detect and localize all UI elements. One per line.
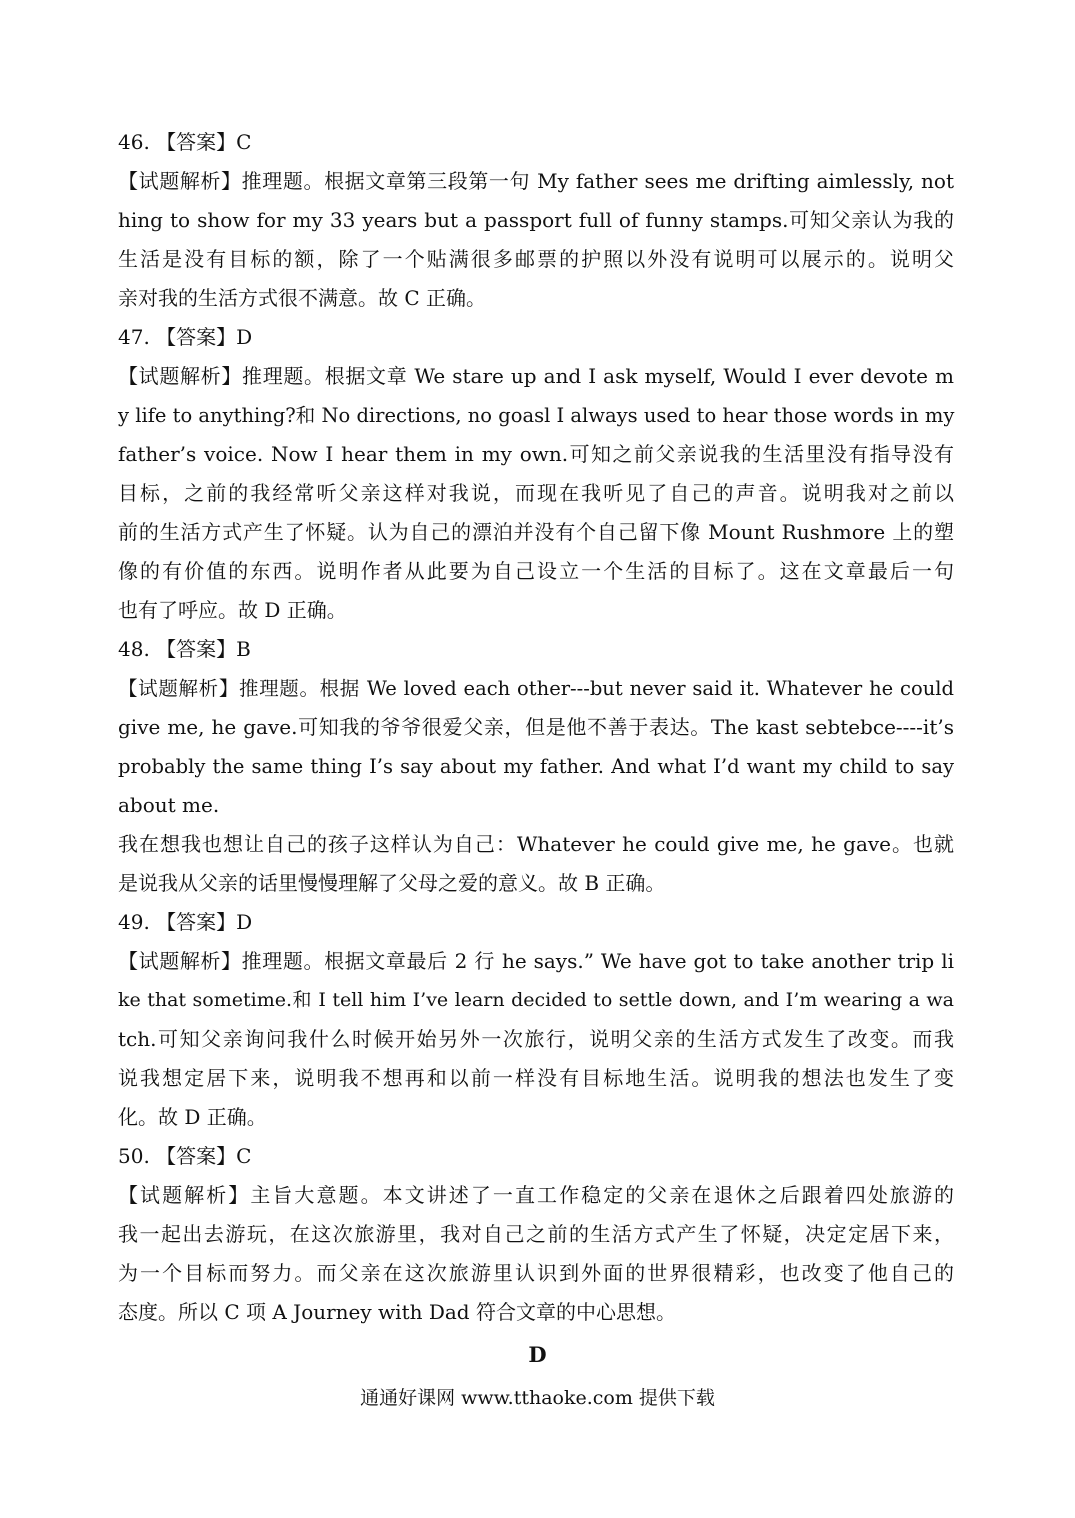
answer-line: 48. 【答案】B <box>118 637 251 661</box>
item-50 <box>118 1137 954 1332</box>
item-49 <box>118 903 954 1137</box>
explanation-line: 我在想我也想让自己的孩子这样认为自己：Whatever he could give me, he gave。也就 <box>118 832 954 856</box>
page-footer: 通通好课网 www.tthaoke.com 提供下载 <box>360 1387 715 1409</box>
explanation-line: 【试题解析】推理题。根据文章最后 2 行 he says.” We have got to take another trip li <box>118 949 954 973</box>
explanation-line: 目标，之前的我经常听父亲这样对我说，而现在我听见了自己的声音。说明我对之前以 <box>118 481 954 505</box>
answer-line: 46. 【答案】C <box>118 130 252 154</box>
explanation-line: 化。故 D 正确。 <box>118 1105 267 1129</box>
explanation-line: 亲对我的生活方式很不满意。故 C 正确。 <box>118 286 487 310</box>
explanation-line: 是说我从父亲的话里慢慢理解了父母之爱的意义。故 B 正确。 <box>118 871 666 895</box>
explanation-line: about me. <box>118 793 220 817</box>
explanation-line: 像的有价值的东西。说明作者从此要为自己设立一个生活的目标了。这在文章最后一句 <box>118 559 954 583</box>
item-46 <box>118 123 954 318</box>
explanation-line: ke that sometime.和 I tell him I’ve learn decided to settle down, and I’m wearing a wa <box>118 989 954 1011</box>
item-48 <box>118 630 954 903</box>
explanation-line: y life to anything?和 No directions, no goasl I always used to hear those words in my <box>118 404 955 427</box>
explanation-line: 我一起出去游玩，在这次旅游里，我对自己之前的生活方式产生了怀疑，决定定居下来， <box>118 1222 954 1246</box>
explanation-line: 【试题解析】主旨大意题。本文讲述了一直工作稳定的父亲在退休之后跟着四处旅游的 <box>118 1183 954 1207</box>
answer-line: 49. 【答案】D <box>118 910 253 934</box>
explanation-line: 为一个目标而努力。而父亲在这次旅游里认识到外面的世界很精彩，也改变了他自己的 <box>118 1261 954 1285</box>
explanation-line: probably the same thing I’s say about my father. And what I’d want my child to say <box>118 755 954 778</box>
explanation-line: give me, he gave.可知我的爷爷很爱父亲，但是他不善于表达。The kast sebtebce----it’s <box>118 715 954 739</box>
explanation-line: 前的生活方式产生了怀疑。认为自己的漂泊并没有个自己留下像 Mount Rushmore 上的塑 <box>118 520 954 544</box>
explanation-line: tch.可知父亲询问我什么时候开始另外一次旅行，说明父亲的生活方式发生了改变。而我 <box>118 1027 954 1051</box>
explanation-line: hing to show for my 33 years but a passport full of funny stamps.可知父亲认为我的 <box>118 208 954 232</box>
explanation-line: 生活是没有目标的额，除了一个贴满很多邮票的护照以外没有说明可以展示的。说明父 <box>118 247 954 271</box>
explanation-line: father’s voice. Now I hear them in my own.可知之前父亲说我的生活里没有指导没有 <box>118 442 954 466</box>
explanation-line: 态度。所以 C 项 A Journey with Dad 符合文章的中心思想。 <box>118 1300 676 1324</box>
explanation-line: 说我想定居下来，说明我不想再和以前一样没有目标地生活。说明我的想法也发生了变 <box>118 1066 954 1090</box>
explanation-line: 【试题解析】推理题。根据文章 We stare up and I ask myself, Would I ever devote m <box>118 364 954 388</box>
answer-line: 50. 【答案】C <box>118 1144 252 1168</box>
answer-explanations <box>118 123 954 1332</box>
explanation-line: 也有了呼应。故 D 正确。 <box>118 598 347 622</box>
explanation-line: 【试题解析】推理题。根据文章第三段第一句 My father sees me drifting aimlessly, not <box>118 169 954 193</box>
section-heading: D <box>528 1342 547 1367</box>
item-47 <box>118 318 954 630</box>
explanation-line: 【试题解析】推理题。根据 We loved each other---but never said it. Whatever he could <box>118 677 954 700</box>
answer-line: 47. 【答案】D <box>118 325 253 349</box>
